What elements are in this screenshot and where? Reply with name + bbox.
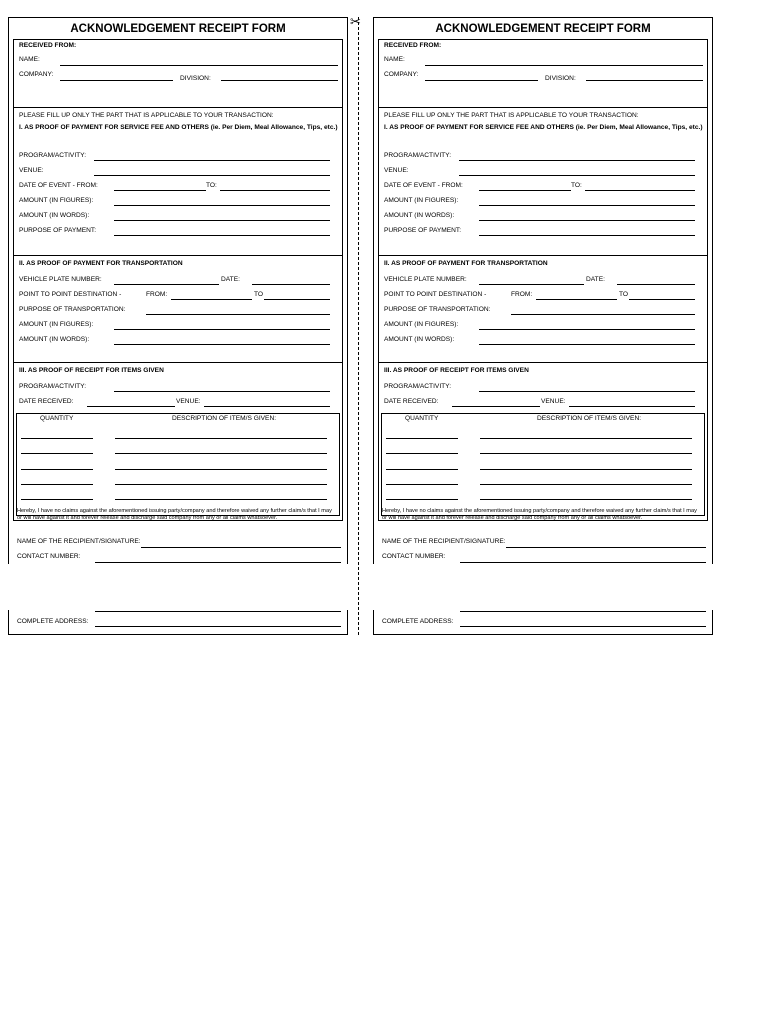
quantity-header: QUANTITY [40,415,74,422]
purpose-label: PURPOSE OF PAYMENT: [19,227,97,234]
trans-amount-words-label: AMOUNT (IN WORDS): [384,336,455,343]
recipient-field[interactable] [506,547,706,548]
address-field[interactable] [95,626,341,627]
p2p-label: POINT TO POINT DESTINATION - [384,291,487,298]
address-label: COMPLETE ADDRESS: [17,618,89,625]
waiver-text: Hereby, I have no claims against the aforementioned issuing party/company and therefore waived any further claim/s that I may or will have against it and forever release and discharge said company from any or all claims whatsoever. [382,508,697,521]
quantity-field[interactable] [386,499,458,500]
items-program-field[interactable] [114,391,330,392]
contact-label: CONTACT NUMBER: [382,553,446,560]
trans-amount-words-field[interactable] [114,344,330,345]
to-label: TO [619,291,629,298]
date-to-field[interactable] [585,190,695,191]
trans-purpose-field[interactable] [511,314,695,315]
name-label: NAME: [19,56,40,63]
description-field[interactable] [480,453,692,454]
address-field-line[interactable] [95,611,341,612]
plate-label: VEHICLE PLATE NUMBER: [384,276,467,283]
amount-words-label: AMOUNT (IN WORDS): [19,212,90,219]
company-field[interactable] [60,80,173,81]
program-label: PROGRAM/ACTIVITY: [19,152,87,159]
section-3-title: III. AS PROOF OF RECEIPT FOR ITEMS GIVEN [384,367,529,374]
trans-amount-words-field[interactable] [479,344,695,345]
items-venue-field[interactable] [569,406,695,407]
section-1-title: I. AS PROOF OF PAYMENT FOR SERVICE FEE AND OTHERS (ie. Per Diem, Meal Allowance, Tips, etc.) [19,124,338,131]
description-header: DESCRIPTION OF ITEM/S GIVEN: [172,415,277,422]
description-field[interactable] [115,453,327,454]
quantity-field[interactable] [386,438,458,439]
trans-amount-figures-label: AMOUNT (IN FIGURES): [19,321,94,328]
quantity-field[interactable] [386,453,458,454]
received-from-section [378,39,708,108]
division-label: DIVISION: [545,75,576,82]
amount-words-label: AMOUNT (IN WORDS): [384,212,455,219]
date-received-label: DATE RECEIVED: [19,398,74,405]
p2p-label: POINT TO POINT DESTINATION - [19,291,122,298]
items-program-label: PROGRAM/ACTIVITY: [384,383,452,390]
items-venue-label: VENUE: [541,398,566,405]
trans-amount-figures-field[interactable] [479,329,695,330]
section-transportation [378,255,708,363]
contact-label: CONTACT NUMBER: [17,553,81,560]
trans-purpose-label: PURPOSE OF TRANSPORTATION: [384,306,491,313]
amount-figures-label: AMOUNT (IN FIGURES): [19,197,94,204]
recipient-label: NAME OF THE RECIPIENT/SIGNATURE: [382,538,506,545]
quantity-field[interactable] [21,438,93,439]
division-label: DIVISION: [180,75,211,82]
trans-date-label: DATE: [221,276,240,283]
quantity-field[interactable] [386,469,458,470]
description-field[interactable] [480,469,692,470]
company-label: COMPANY: [384,71,419,78]
received-from-label: RECEIVED FROM: [19,42,77,49]
date-from-field[interactable] [479,190,571,191]
date-received-field[interactable] [87,406,175,407]
contact-field[interactable] [460,562,706,563]
section-service-fee [378,107,708,256]
items-program-label: PROGRAM/ACTIVITY: [19,383,87,390]
address-field[interactable] [460,626,706,627]
receipt-form-right [373,17,713,635]
plate-label: VEHICLE PLATE NUMBER: [19,276,102,283]
trans-amount-figures-label: AMOUNT (IN FIGURES): [384,321,459,328]
amount-figures-field[interactable] [114,205,330,206]
section-transportation [13,255,343,363]
description-field[interactable] [115,484,327,485]
recipient-label: NAME OF THE RECIPIENT/SIGNATURE: [17,538,141,545]
form-gap [7,564,349,610]
section-2-title: II. AS PROOF OF PAYMENT FOR TRANSPORTATION [19,260,183,267]
date-to-label: TO: [571,182,582,189]
items-program-field[interactable] [479,391,695,392]
purpose-field[interactable] [479,235,695,236]
received-from-label: RECEIVED FROM: [384,42,442,49]
recipient-field[interactable] [141,547,341,548]
form-gap [372,564,714,610]
form-title: ACKNOWLEDGEMENT RECEIPT FORM [70,23,286,35]
to-field[interactable] [264,299,330,300]
items-venue-label: VENUE: [176,398,201,405]
amount-figures-label: AMOUNT (IN FIGURES): [384,197,459,204]
quantity-field[interactable] [21,453,93,454]
name-label: NAME: [384,56,405,63]
description-field[interactable] [480,484,692,485]
company-field[interactable] [425,80,538,81]
division-field[interactable] [586,80,703,81]
purpose-field[interactable] [114,235,330,236]
items-table [381,413,705,516]
waiver-text: Hereby, I have no claims against the aforementioned issuing party/company and therefore waived any further claim/s that I may or will have against it and forever release and discharge said company from any or all claims whatsoever. [17,508,332,521]
address-label: COMPLETE ADDRESS: [382,618,454,625]
from-label: FROM: [146,291,168,298]
quantity-field[interactable] [386,484,458,485]
section-2-title: II. AS PROOF OF PAYMENT FOR TRANSPORTATION [384,260,548,267]
receipt-form-left [8,17,348,635]
venue-label: VENUE: [384,167,409,174]
address-field-line[interactable] [460,611,706,612]
from-field[interactable] [171,299,252,300]
venue-field[interactable] [459,175,695,176]
trans-purpose-field[interactable] [146,314,330,315]
trans-date-field[interactable] [252,284,330,285]
amount-words-field[interactable] [114,220,330,221]
items-venue-field[interactable] [204,406,330,407]
received-from-section [13,39,343,108]
date-from-field[interactable] [114,190,206,191]
plate-field[interactable] [114,284,219,285]
instruction-text: PLEASE FILL UP ONLY THE PART THAT IS APPLICABLE TO YOUR TRANSACTION: [384,112,639,119]
purpose-label: PURPOSE OF PAYMENT: [384,227,462,234]
instruction-text: PLEASE FILL UP ONLY THE PART THAT IS APPLICABLE TO YOUR TRANSACTION: [19,112,274,119]
description-field[interactable] [115,438,327,439]
description-field[interactable] [115,469,327,470]
date-received-field[interactable] [452,406,540,407]
scissors-icon: ✂ [350,15,361,30]
date-to-field[interactable] [220,190,330,191]
section-items-given [13,362,343,521]
date-from-label: DATE OF EVENT - FROM: [384,182,463,189]
venue-label: VENUE: [19,167,44,174]
company-label: COMPANY: [19,71,54,78]
contact-field[interactable] [95,562,341,563]
plate-field[interactable] [479,284,584,285]
description-field[interactable] [480,438,692,439]
trans-date-label: DATE: [586,276,605,283]
trans-amount-words-label: AMOUNT (IN WORDS): [19,336,90,343]
date-from-label: DATE OF EVENT - FROM: [19,182,98,189]
amount-words-field[interactable] [479,220,695,221]
division-field[interactable] [221,80,338,81]
quantity-field[interactable] [21,484,93,485]
name-field[interactable] [60,65,338,66]
trans-date-field[interactable] [617,284,695,285]
program-field[interactable] [94,160,330,161]
from-field[interactable] [536,299,617,300]
section-items-given [378,362,708,521]
items-table [16,413,340,516]
name-field[interactable] [425,65,703,66]
description-field[interactable] [115,499,327,500]
date-received-label: DATE RECEIVED: [384,398,439,405]
description-header: DESCRIPTION OF ITEM/S GIVEN: [537,415,642,422]
venue-field[interactable] [94,175,330,176]
to-field[interactable] [629,299,695,300]
quantity-header: QUANTITY [405,415,439,422]
cut-line [358,17,359,635]
amount-figures-field[interactable] [479,205,695,206]
date-to-label: TO: [206,182,217,189]
from-label: FROM: [511,291,533,298]
quantity-field[interactable] [21,499,93,500]
section-service-fee [13,107,343,256]
section-1-title: I. AS PROOF OF PAYMENT FOR SERVICE FEE AND OTHERS (ie. Per Diem, Meal Allowance, Tips, etc.) [384,124,703,131]
description-field[interactable] [480,499,692,500]
trans-purpose-label: PURPOSE OF TRANSPORTATION: [19,306,126,313]
to-label: TO [254,291,264,298]
quantity-field[interactable] [21,469,93,470]
trans-amount-figures-field[interactable] [114,329,330,330]
section-3-title: III. AS PROOF OF RECEIPT FOR ITEMS GIVEN [19,367,164,374]
program-field[interactable] [459,160,695,161]
program-label: PROGRAM/ACTIVITY: [384,152,452,159]
form-title: ACKNOWLEDGEMENT RECEIPT FORM [435,23,651,35]
